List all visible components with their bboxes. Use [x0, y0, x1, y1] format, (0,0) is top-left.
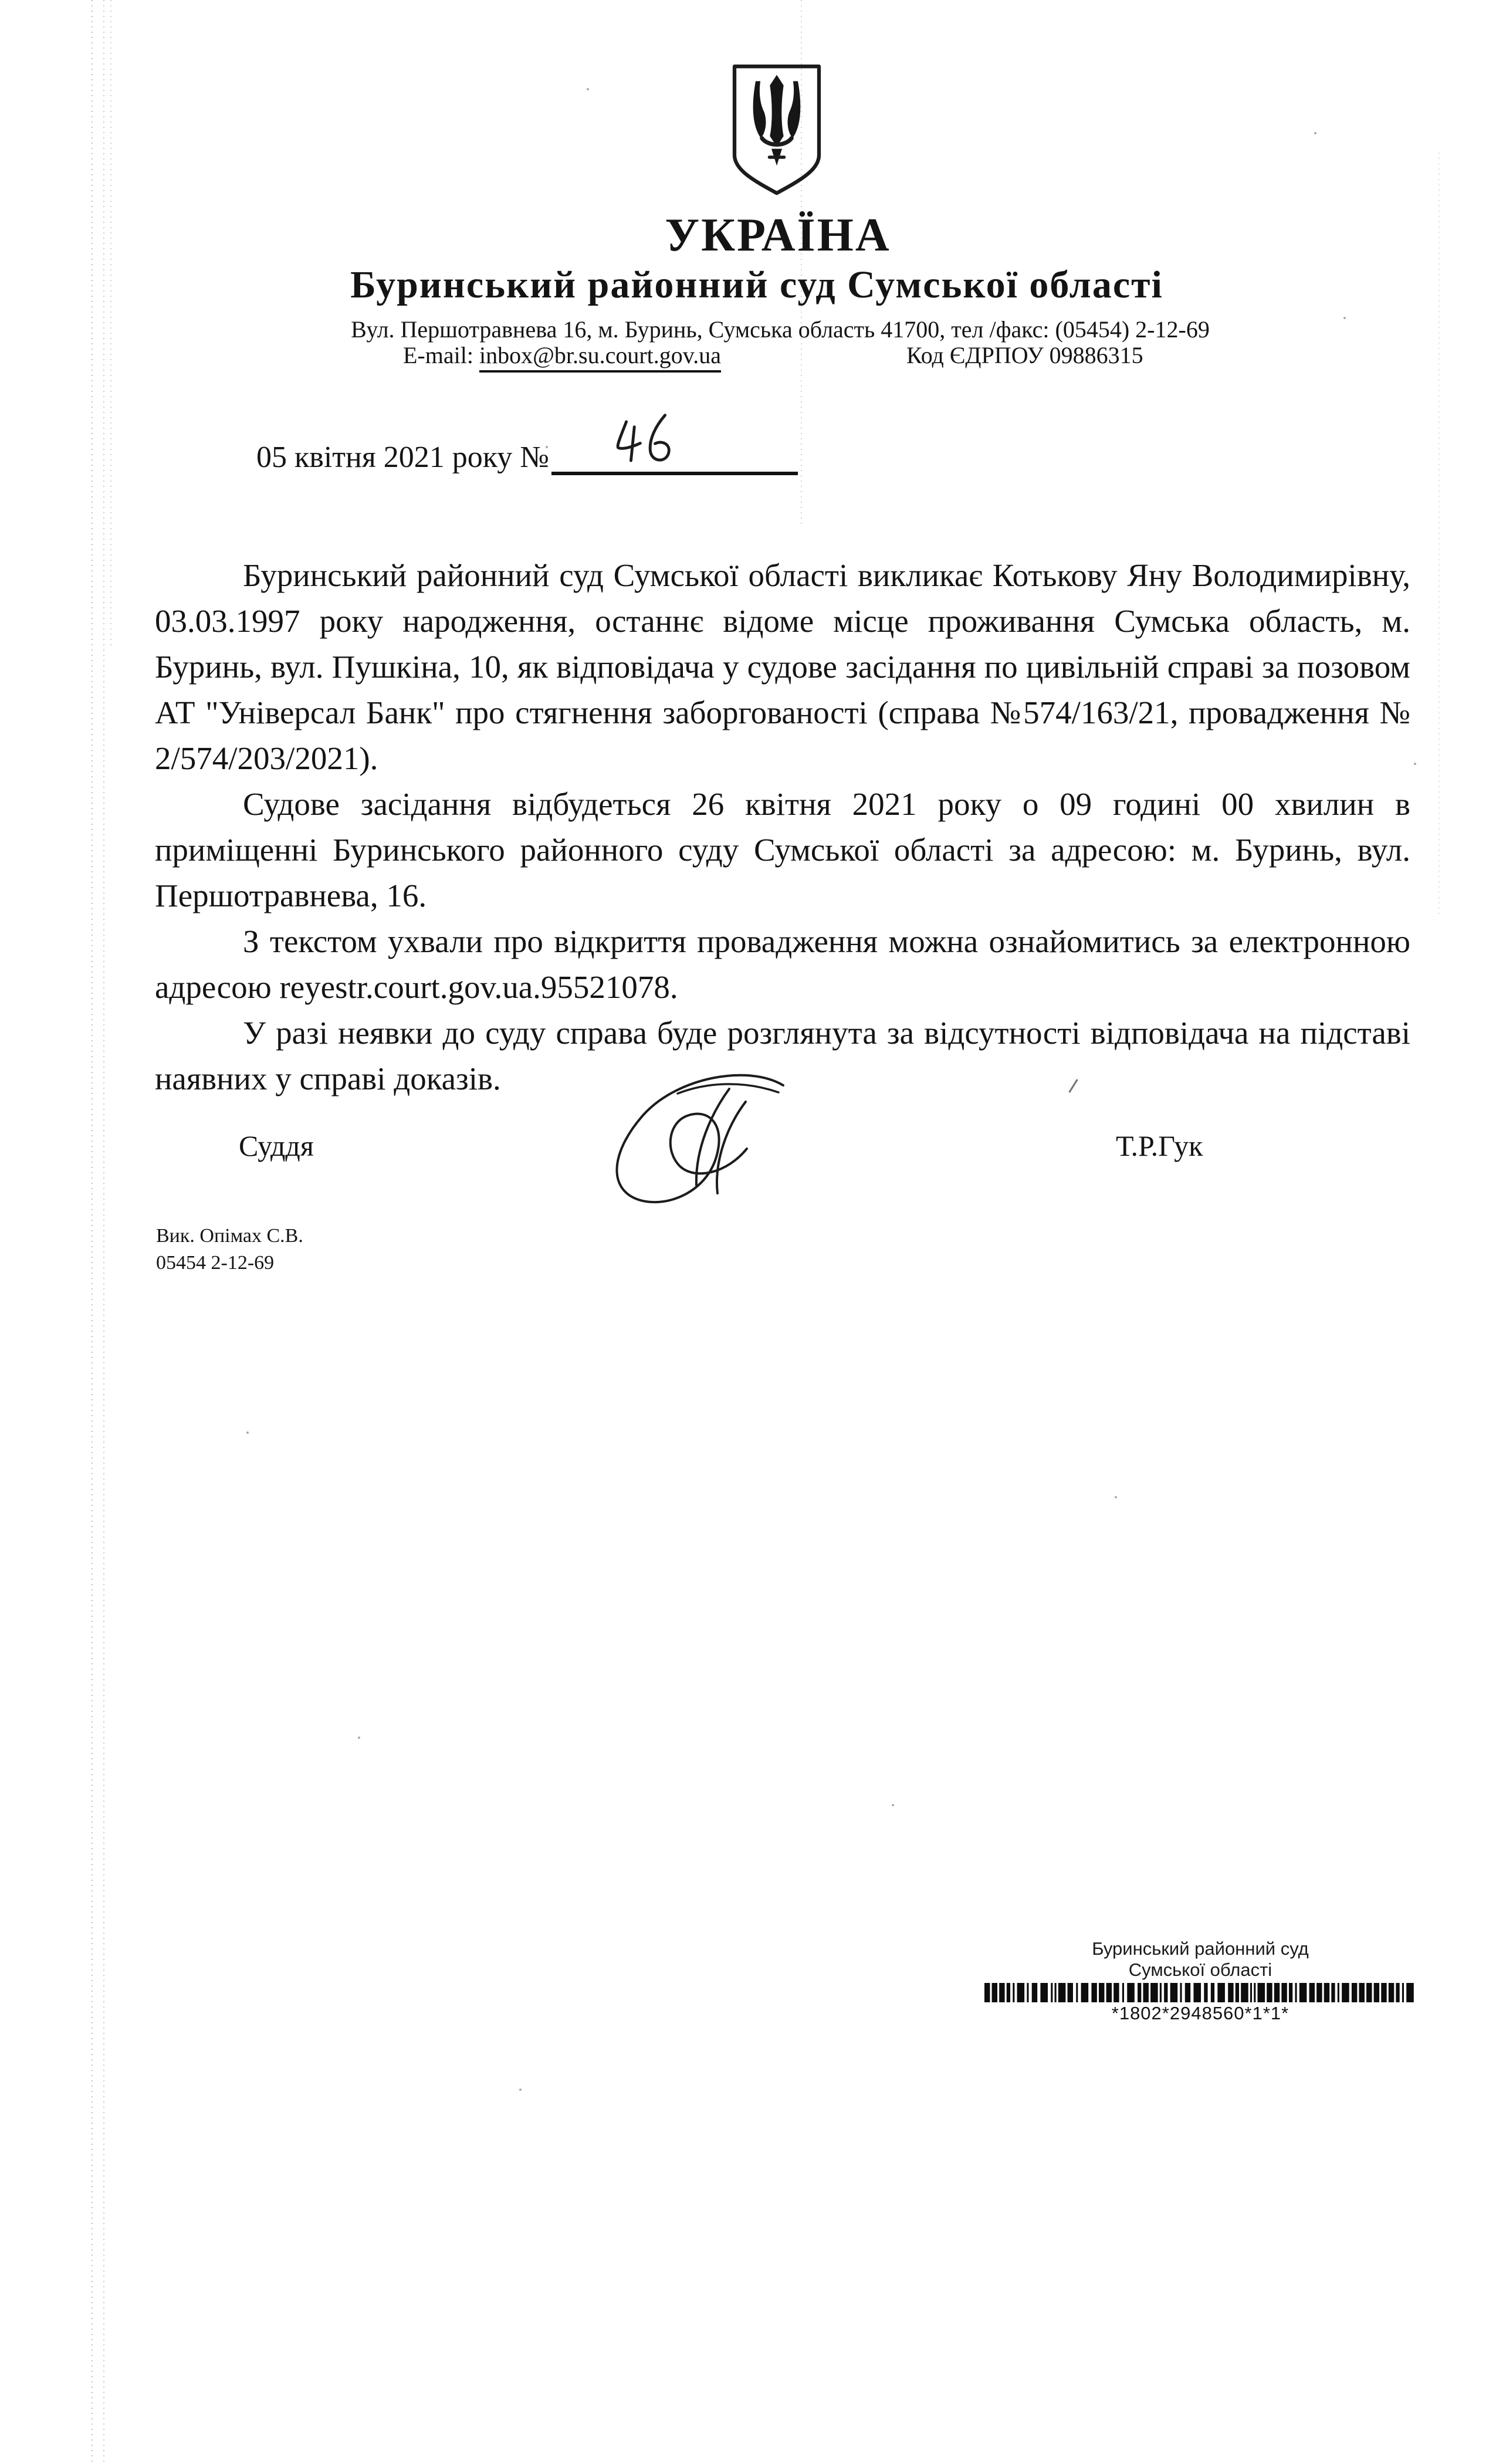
date-number-row [256, 440, 798, 475]
scan-speck [246, 1431, 249, 1434]
paragraph-ruling-access: З текстом ухвали про відкриття провадження можна ознайомитись за електронною адресою reyestr.court.gov.ua.95521078. [155, 923, 1410, 1005]
executor-phone: 05454 2-12-69 [156, 1252, 275, 1274]
barcode-block [984, 1938, 1416, 2024]
executor-note [156, 1223, 303, 1277]
paragraph-summons: Буринський районний суд Сумської області викликає Котькову Яну Володимирівну, 03.03.1997 року народження, останнє відоме місце проживання Сумська область, м. Буринь, вул. Пушкіна, 10, як відповідача у судове засідання по цивільній справі за позовом АТ "Універсал Банк" про стягнення заборгованості (справа №574/163/21, провадження № 2/574/203/2021). [155, 557, 1410, 776]
barcode-court-line1: Буринський районний суд [1092, 1938, 1309, 1959]
date-line: 05 квітня 2021 року № [256, 441, 549, 474]
scan-artifact-line [92, 0, 93, 2464]
executor-name: Вик. Опімах С.В. [156, 1225, 303, 1247]
barcode-value: *1802*2948560*1*1* [1111, 2003, 1289, 2023]
paragraph-hearing: Судове засідання відбудеться 26 квітня 2021 року о 09 годині 00 хвилин в приміщенні Буринського районного суду Сумської області за адресою: м. Буринь, вул. Першотравнева, 16. [155, 786, 1410, 913]
barcode-court-line2: Сумської області [1128, 1959, 1272, 1980]
scan-speck [587, 88, 589, 90]
country-title: УКРАЇНА [665, 209, 891, 261]
court-address: Вул. Першотравнева 16, м. Буринь, Сумська область 41700, тел /факс: (05454) 2-12-69 [351, 316, 1210, 343]
scan-speck [892, 1804, 894, 1806]
email-address: inbox@br.su.court.gov.ua [479, 342, 721, 373]
scan-speck [1115, 1496, 1117, 1498]
court-name: Буринський районний суд Сумської області [350, 263, 1163, 306]
judge-name: Т.Р.Гук [1116, 1129, 1203, 1162]
number-underline [551, 441, 798, 475]
handwritten-number-46 [605, 408, 686, 477]
ukraine-trident-emblem [724, 62, 830, 199]
barcode-bars [984, 1983, 1416, 2002]
judge-label: Суддя [239, 1129, 314, 1162]
email-label: E-mail: [403, 342, 473, 368]
email-line [403, 341, 721, 369]
scan-speck [1314, 132, 1316, 134]
scan-speck [519, 2089, 522, 2091]
scan-artifact-line [103, 0, 104, 2464]
scan-speck [1414, 763, 1416, 765]
paragraph-absence-warning: У разі неявки до суду справа буде розглянута за відсутності відповідача на підставі наявних у справі доказів. [155, 1015, 1410, 1096]
handwritten-signature [590, 1068, 815, 1210]
scan-speck [358, 1737, 360, 1739]
letter-body [155, 553, 1410, 1102]
edrpou-code: Код ЄДРПОУ 09886315 [906, 342, 1143, 368]
